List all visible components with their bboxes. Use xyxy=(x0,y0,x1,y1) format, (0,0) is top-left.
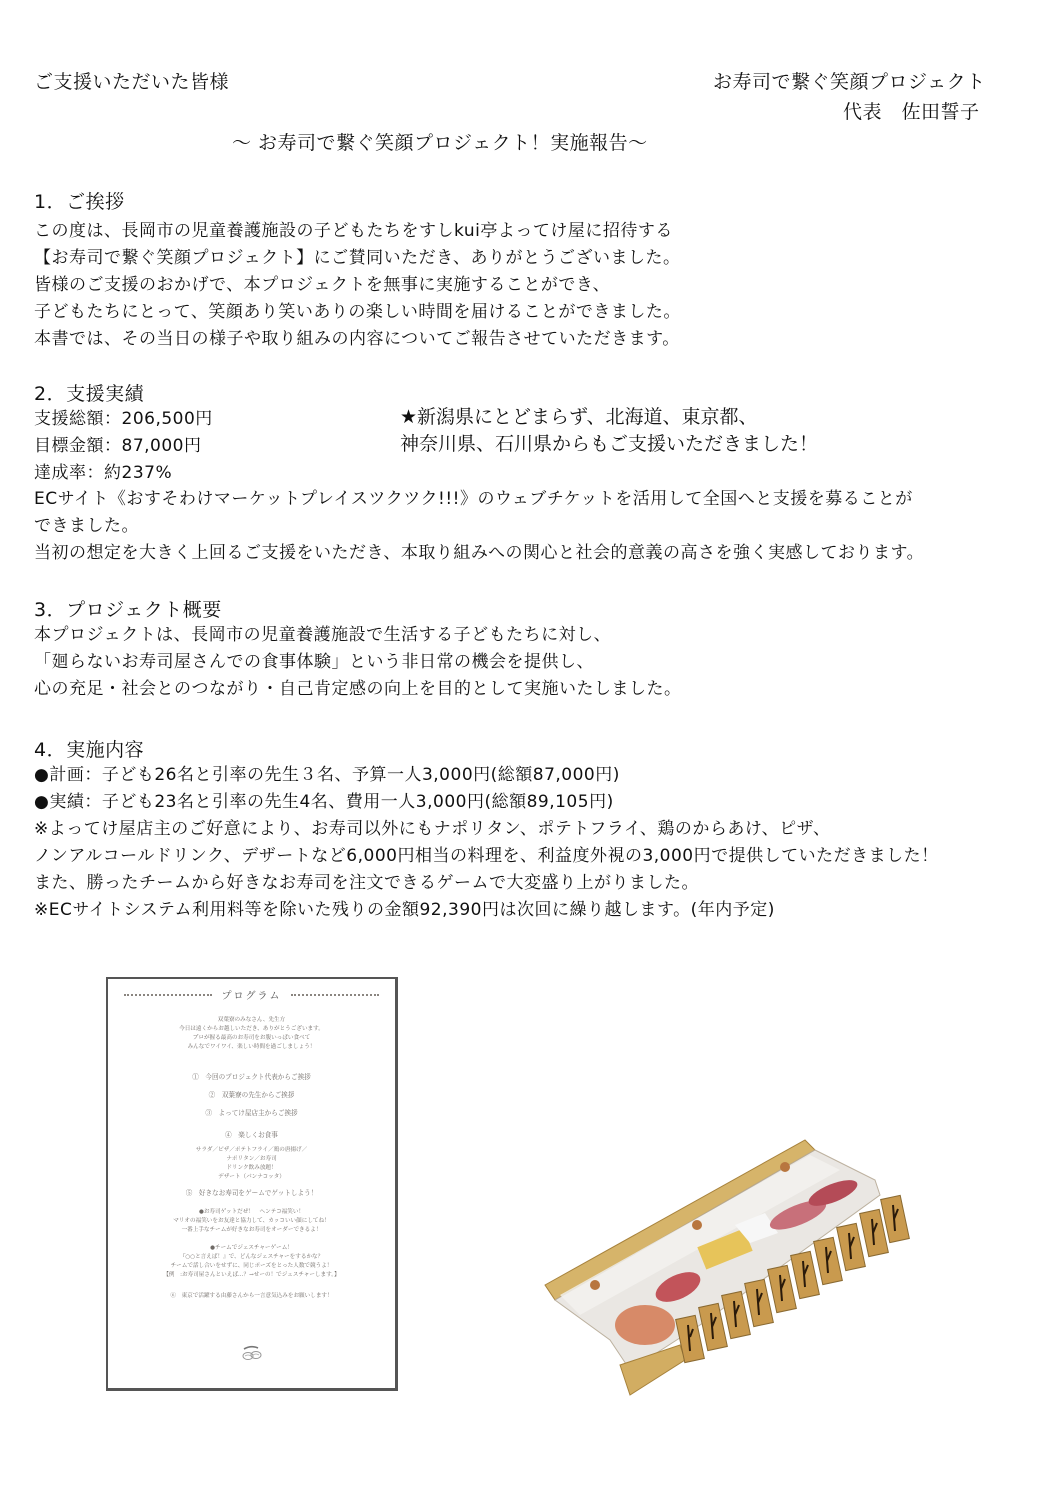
note-line: ★新潟県にとどまらず、北海道、東京都、 xyxy=(400,406,758,428)
organization-name: お寿司で繋ぐ笑顔プロジェクト xyxy=(713,71,986,93)
section-body xyxy=(34,486,924,567)
program-item-3: ③ よってけ屋店主からご挨拶 xyxy=(205,1109,298,1117)
section-heading: 4．実施内容 xyxy=(34,739,145,761)
regions-note xyxy=(400,404,818,458)
page-title: ～ お寿司で繋ぐ笑顔プロジェクト！実施報告～ xyxy=(232,132,648,154)
body-line: ECサイト《おすそわけマーケットプレイスツクツク!!!》のウェブチケットを活用して全国へと支援を募ることが xyxy=(34,489,913,509)
section-body xyxy=(34,762,939,924)
support-stats xyxy=(34,406,213,487)
section-heading: 3．プロジェクト概要 xyxy=(34,599,222,621)
sushi-logo-icon xyxy=(241,1344,263,1366)
game-line: ●お寿司ゲットだぜ！ ヘンテコ福笑い！ xyxy=(198,1209,305,1215)
intro-line: みんなでワイワイ、楽しい時間を過ごしましょう！ xyxy=(187,1044,316,1050)
section-greeting xyxy=(34,190,681,353)
stat-total: 支援総額：206,500円 xyxy=(34,409,213,429)
body-line: また、勝ったチームから好きなお寿司を注文できるゲームで大変盛り上がりました。 xyxy=(34,873,699,893)
body-line: 皆様のご支援のおかげで、本プロジェクトを無事に実施することができ、 xyxy=(34,275,611,295)
program-title-row xyxy=(108,987,395,1002)
section-details xyxy=(34,738,939,924)
program-item-2: ② 双葉寮の先生からご挨拶 xyxy=(208,1091,295,1099)
program-item-5: ⑤ 好きなお寿司をゲームでゲットしよう！ xyxy=(185,1189,318,1197)
body-line: 「廻らないお寿司屋さんでの食事体験」という非日常の機会を提供し、 xyxy=(34,652,594,672)
intro-line: プロが握る最高のお寿司をお腹いっぱい食べて xyxy=(192,1035,311,1041)
game-line: チームで話し合いをせずに、同じポーズをとった人数で競うよ！ xyxy=(170,1263,333,1269)
game-line: 『○○と言えば！』で、どんなジェスチャーをするかな？ xyxy=(179,1254,324,1260)
menu-line: デザート（パンナコッタ） xyxy=(218,1174,285,1180)
section-body xyxy=(34,622,682,703)
body-line: この度は、長岡市の児童養護施設の子どもたちをすしkui亭よってけ屋に招待する xyxy=(34,221,673,241)
section-overview xyxy=(34,598,682,703)
intro-line: 双葉寮のみなさん、先生方 xyxy=(217,1017,286,1023)
game-line: ●チームでジェスチャーゲーム！ xyxy=(210,1245,293,1251)
representative-name: 代表 佐田誓子 xyxy=(843,101,980,123)
program-intro xyxy=(108,1016,395,1052)
menu-line: ドリンク飲み放題！ xyxy=(226,1165,277,1171)
game-line: 【例 :お寿司屋さんといえば…？→せーの！でジェスチャーします。】 xyxy=(163,1272,340,1278)
program-item-6: ⑥ 東京で活躍する由藤さんから一言意気込みをお願いします！ xyxy=(170,1293,333,1299)
body-line: ※ECサイトシステム利用料等を除いた残りの金額92,390円は次回に繰り越します。(年内予定) xyxy=(34,900,775,920)
section-results xyxy=(34,382,213,487)
body-line: ノンアルコールドリンク、デザートなど6,000円相当の料理を、利益度外視の3,000円で提供していただきました！ xyxy=(34,846,939,866)
program-item-1: ① 今回のプロジェクト代表からご挨拶 xyxy=(192,1073,311,1081)
menu-line: ナポリタン／お寿司 xyxy=(226,1156,277,1162)
program-title: プログラム xyxy=(221,991,282,1002)
body-line: ※よってけ屋店主のご好意により、お寿司以外にもナポリタン、ポテトフライ、鶏のからあけ、ピザ、 xyxy=(34,819,831,839)
body-line: 本プロジェクトは、長岡市の児童養護施設で生活する子どもたちに対し、 xyxy=(34,625,612,645)
body-line: 本書では、その当日の様子や取り組みの内容についてご報告させていただきます。 xyxy=(34,329,680,349)
plan-line: ●計画：子ども26名と引率の先生３名、予算一人3,000円(総額87,000円) xyxy=(34,765,620,785)
actual-line: ●実績：子ども23名と引率の先生4名、費用一人3,000円(総額89,105円) xyxy=(34,792,614,812)
section-heading: 2．支援実績 xyxy=(34,383,145,405)
stat-rate: 達成率：約237% xyxy=(34,463,173,483)
section-body xyxy=(34,218,681,353)
body-line: 心の充足・社会とのつながり・自己肯定感の向上を目的として実施いたしました。 xyxy=(34,679,682,699)
program-card-image xyxy=(106,977,398,1391)
sushi-case-photo xyxy=(540,1125,910,1405)
stat-goal: 目標金額：87,000円 xyxy=(34,436,202,456)
game-line: 一番上手なチームが好きなお寿司をオーダーできるよ！ xyxy=(181,1227,322,1233)
body-line: 【お寿司で繋ぐ笑顔プロジェクト】にご賛同いただき、ありがとうございました。 xyxy=(34,248,681,268)
body-line: 当初の想定を大きく上回るご支援をいただき、本取り組みへの関心と社会的意義の高さを強く実感しております。 xyxy=(34,543,925,563)
body-line: できました。 xyxy=(34,516,139,536)
program-game-1 xyxy=(108,1208,395,1235)
program-item-4: ④ 楽しくお食事 xyxy=(225,1131,278,1139)
menu-line: サラダ／ピザ／ポテトフライ／鶏の唐揚げ／ xyxy=(195,1147,308,1153)
dotted-divider xyxy=(124,994,212,996)
body-line: 子どもたちにとって、笑顔あり笑いありの楽しい時間を届けることができました。 xyxy=(34,302,681,322)
game-line: マリオの福笑いをお友達と協力して、カッコいい顔にしてね！ xyxy=(173,1218,330,1224)
program-menu xyxy=(108,1146,395,1182)
intro-line: 今日は遠くからお越しいただき、ありがとうございます。 xyxy=(179,1026,324,1032)
section-heading: 1．ご挨拶 xyxy=(34,191,125,213)
note-line: 神奈川県、石川県からもご支援いただきました！ xyxy=(400,433,819,455)
program-game-2 xyxy=(108,1244,395,1280)
dotted-divider xyxy=(291,994,379,996)
salutation: ご支援いただいた皆様 xyxy=(34,71,230,93)
